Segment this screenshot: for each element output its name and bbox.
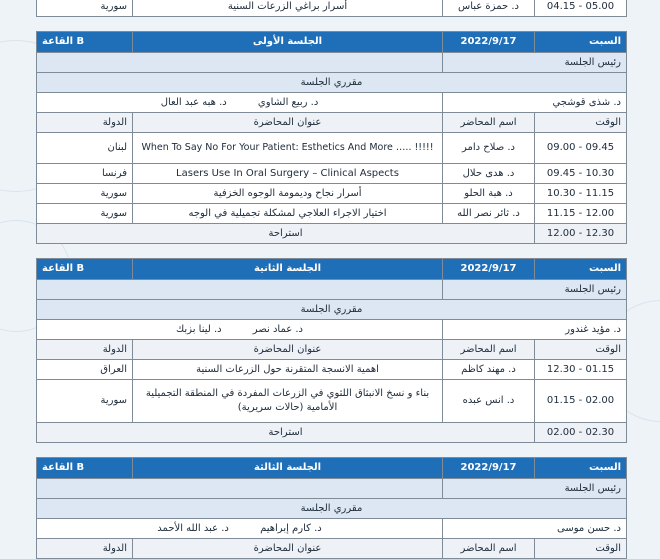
country-cell: سورية [37, 184, 133, 204]
schedule-page [36, 0, 626, 559]
break-label: استراحة [37, 224, 535, 244]
country-cell: سورية [37, 0, 133, 17]
rapporteur-name: د. كارم إبراهيم [260, 522, 322, 534]
col-speaker: اسم المحاضر [443, 113, 535, 133]
session-day: السبت [535, 458, 627, 479]
time-cell: 10.30 - 11.15 [535, 184, 627, 204]
rapporteurs-label: مقرري الجلسة [37, 499, 627, 519]
break-label: استراحة [37, 423, 535, 443]
speaker-cell: د. حمزة عباس [443, 0, 535, 17]
col-title: عنوان المحاضرة [133, 113, 443, 133]
hall-label: القاعة B [37, 259, 133, 280]
rapporteurs-label: مقرري الجلسة [37, 73, 627, 93]
session-1-table [36, 31, 627, 244]
chair-name: د. حسن موسى [443, 519, 627, 539]
time-cell: 04.15 - 05.00 [535, 0, 627, 17]
chair-name: د. شذى قوشجي [443, 93, 627, 113]
col-title: عنوان المحاضرة [133, 539, 443, 559]
chair-label: رئيس الجلسة [443, 280, 627, 300]
session-date: 2022/9/17 [443, 259, 535, 280]
break-time: 12.00 - 12.30 [535, 224, 627, 244]
time-cell: 01.15 - 02.00 [535, 380, 627, 423]
speaker-cell: د. صلاح دامر [443, 133, 535, 164]
rapporteurs-names [37, 519, 443, 539]
rapporteurs-label: مقرري الجلسة [37, 300, 627, 320]
session-date: 2022/9/17 [443, 32, 535, 53]
lecture-title-cell: بناء و نسخ الانبثاق اللثوي في الزرعات المفردة في المنطقة التجميلية الأمامية (حالات سريرية) [133, 380, 443, 423]
rapporteur-name: د. عماد نصر [252, 323, 304, 335]
col-speaker: اسم المحاضر [443, 340, 535, 360]
rapporteur-name: د. لينا بزبك [175, 323, 222, 335]
session-date: 2022/9/17 [443, 458, 535, 479]
col-time: الوقت [535, 539, 627, 559]
session-3-table [36, 457, 627, 559]
hall-label: القاعة B [37, 458, 133, 479]
col-time: الوقت [535, 340, 627, 360]
session-name: الجلسة الثانية [133, 259, 443, 280]
time-cell: 12.30 - 01.15 [535, 360, 627, 380]
col-speaker: اسم المحاضر [443, 539, 535, 559]
lecture-title-cell: اهمية الانسجة المتقرنة حول الزرعات السنية [133, 360, 443, 380]
chair-name: د. مؤيد غندور [443, 320, 627, 340]
chair-label: رئيس الجلسة [443, 53, 627, 73]
session-day: السبت [535, 259, 627, 280]
speaker-cell: د. هدى حلال [443, 164, 535, 184]
rapporteurs-names [37, 320, 443, 340]
session-name: الجلسة الأولى [133, 32, 443, 53]
col-time: الوقت [535, 113, 627, 133]
col-country: الدولة [37, 539, 133, 559]
rapporteur-name: د. ربيع الشاوي [257, 96, 319, 108]
speaker-cell: د. مهند كاظم [443, 360, 535, 380]
time-cell: 09.45 - 10.30 [535, 164, 627, 184]
lecture-title-cell: اختيار الاجراء العلاجي لمشكلة تجميلية في الوجه [133, 204, 443, 224]
chair-label: رئيس الجلسة [443, 479, 627, 499]
country-cell: فرنسا [37, 164, 133, 184]
session-day: السبت [535, 32, 627, 53]
session-name: الجلسة الثالثة [133, 458, 443, 479]
rapporteur-name: د. عبد الله الأحمد [157, 522, 229, 534]
rapporteur-name: د. هبه عبد العال [160, 96, 227, 108]
top-row-table [36, 0, 627, 17]
lecture-title-cell: أسرار براغي الزرعات السنية [133, 0, 443, 17]
country-cell: سورية [37, 380, 133, 423]
country-cell: العراق [37, 360, 133, 380]
country-cell: لبنان [37, 133, 133, 164]
lecture-title-cell: When To Say No For Your Patient: Esthetics And More ….. !!!!! [133, 133, 443, 164]
speaker-cell: د. انس عبده [443, 380, 535, 423]
rapporteurs-names [37, 93, 443, 113]
speaker-cell: د. ثائر نصر الله [443, 204, 535, 224]
time-cell: 09.00 - 09.45 [535, 133, 627, 164]
break-time: 02.00 - 02.30 [535, 423, 627, 443]
lecture-title-cell: أسرار نجاح وديمومة الوجوه الخزفية [133, 184, 443, 204]
col-country: الدولة [37, 340, 133, 360]
col-title: عنوان المحاضرة [133, 340, 443, 360]
time-cell: 11.15 - 12.00 [535, 204, 627, 224]
speaker-cell: د. هبة الحلو [443, 184, 535, 204]
hall-label: القاعة B [37, 32, 133, 53]
country-cell: سورية [37, 204, 133, 224]
session-2-table [36, 258, 627, 443]
col-country: الدولة [37, 113, 133, 133]
lecture-title-cell: Lasers Use In Oral Surgery – Clinical Aspects [133, 164, 443, 184]
